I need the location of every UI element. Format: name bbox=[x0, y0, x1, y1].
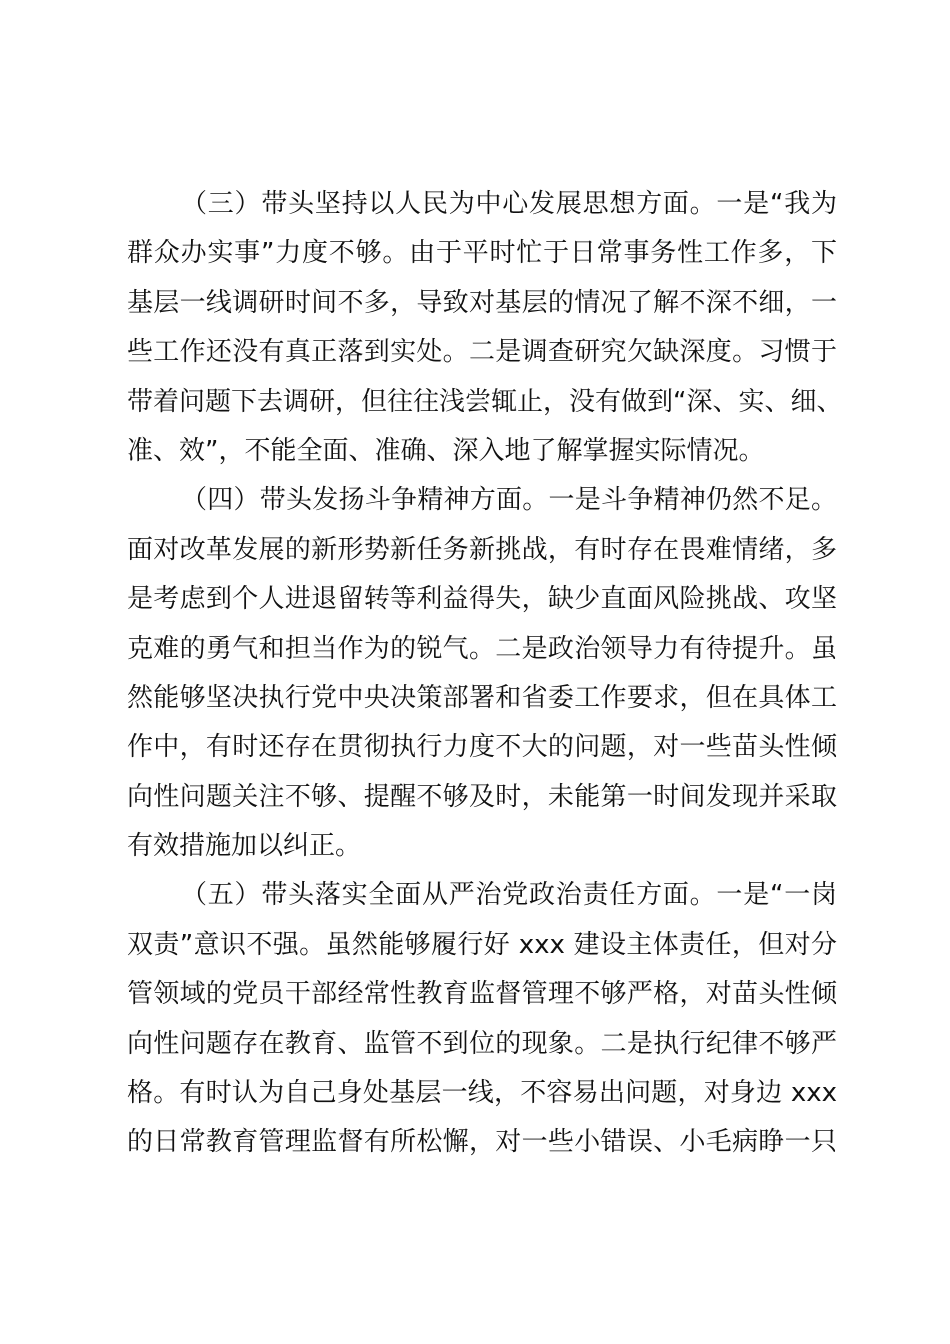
text-line: 基层一线调研时间不多，导致对基层的情况了解不深不细，一 bbox=[127, 287, 837, 318]
text-line: 是考虑到个人进退留转等利益得失，缺少直面风险挑战、攻坚 bbox=[127, 584, 837, 615]
text-line: 向性问题关注不够、提醒不够及时，未能第一时间发现并采取 bbox=[127, 781, 837, 812]
text-line: 有效措施加以纠正。 bbox=[127, 831, 362, 862]
text-line: 然能够坚决执行党中央决策部署和省委工作要求，但在具体工 bbox=[127, 682, 837, 713]
text-line: 群众办实事”力度不够。由于平时忙于日常事务性工作多，下 bbox=[127, 238, 837, 269]
text-line: （四）带头发扬斗争精神方面。一是斗争精神仍然不足。 bbox=[181, 485, 837, 516]
text-line: 面对改革发展的新形势新任务新挑战，有时存在畏难情绪，多 bbox=[127, 534, 837, 565]
text-line: 带着问题下去调研，但往往浅尝辄止，没有做到“深、实、细、 bbox=[127, 386, 843, 417]
text-line: 管领域的党员干部经常性教育监督管理不够严格，对苗头性倾 bbox=[127, 979, 837, 1010]
text-line: 准、效”，不能全面、准确、深入地了解掌握实际情况。 bbox=[127, 435, 765, 466]
text-line: 向性问题存在教育、监管不到位的现象。二是执行纪律不够严 bbox=[127, 1028, 837, 1059]
text-line: 些工作还没有真正落到实处。二是调查研究欠缺深度。习惯于 bbox=[127, 337, 837, 368]
text-line: 的日常教育管理监督有所松懈，对一些小错误、小毛病睁一只 bbox=[127, 1127, 837, 1158]
document-body bbox=[127, 180, 843, 1168]
text-line: 克难的勇气和担当作为的锐气。二是政治领导力有待提升。虽 bbox=[127, 633, 837, 664]
text-line: 作中，有时还存在贯彻执行力度不大的问题，对一些苗头性倾 bbox=[127, 732, 837, 763]
text-line: （三）带头坚持以人民为中心发展思想方面。一是“我为 bbox=[181, 189, 837, 219]
text-line: 格。有时认为自己身处基层一线，不容易出问题，对身边 xxx bbox=[127, 1078, 837, 1109]
text-line: 双责”意识不强。虽然能够履行好 xxx 建设主体责任，但对分 bbox=[127, 929, 837, 960]
text-line: （五）带头落实全面从严治党政治责任方面。一是“一岗 bbox=[181, 880, 837, 911]
